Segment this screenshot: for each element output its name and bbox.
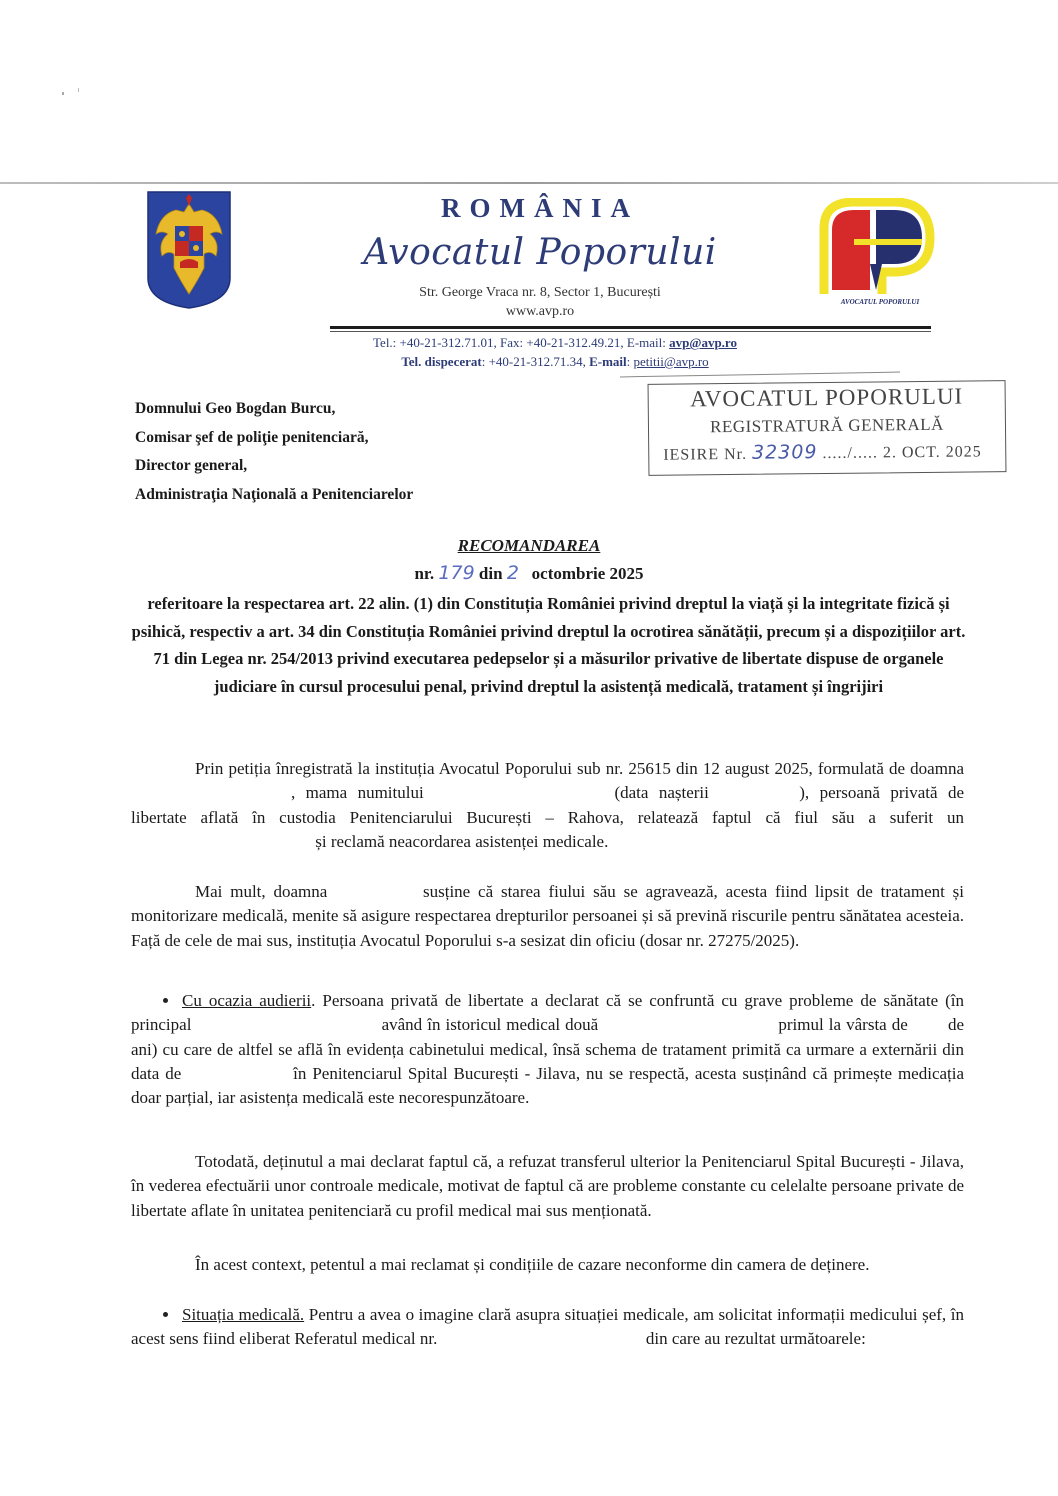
stamp-registry: REGISTRATURĂ GENERALĂ (709, 414, 944, 437)
dispatch-phone: : +40-21-312.71.34, (481, 354, 590, 369)
country-title: ROMÂNIA (441, 193, 639, 223)
bullet-icon (163, 998, 168, 1003)
stamp-date: 2. OCT. 2025 (882, 443, 982, 462)
din-label: din (478, 564, 503, 583)
text-segment: Pentru a avea o imagine clară asupra situației medicale, am solicitat informații medicului șef, în acest sens fiind eliberat Referatul medical nr. (131, 1305, 964, 1349)
bullet-heading: Cu ocazia audierii (182, 991, 312, 1010)
text-segment: și reclamă neacordarea asistenței medicale. (315, 831, 609, 851)
addressee-rank: Comisar şef de poliţie penitenciară, (135, 428, 369, 446)
document-title: RECOMANDAREA (457, 536, 601, 555)
addressee-position: Director general, (135, 457, 248, 474)
paragraph-transfer-refusal: Totodată, deținutul a mai declarat faptul că, a refuzat transferul ulterior la Penitenciarul Spital București - Jilava, în vederea efectuării unor controale medicale, motivat de faptul că are probleme constante cu celelalte persoane private de libertate aflate în unitatea penitenciară cu profil medical mai sus menționată. (131, 1152, 964, 1220)
romania-coat-of-arms-icon (146, 190, 232, 310)
stamp-institution: AVOCATUL POPORULUI (690, 383, 964, 412)
scan-speck (78, 88, 79, 92)
institution-name: Avocatul Poporului (363, 232, 717, 273)
bullet-heading: Situația medicală. (182, 1305, 305, 1324)
institution-address: Str. George Vraca nr. 8, Sector 1, București (419, 285, 661, 300)
contact-line-2 (230, 354, 880, 370)
addressee-name: Domnului Geo Bogdan Burcu, (135, 400, 336, 417)
text-segment: . Persoana privată de libertate a declarat că se confruntă cu grave probleme de sănătate (în principal (131, 991, 964, 1035)
text-segment: Mai mult, doamna (195, 882, 328, 901)
document-subject: referitoare la respectarea art. 22 alin. (1) din Constituția României privind dreptul la viață și la integritate fizică și psihică, respectiv a art. 34 din Constituția României privind dreptul la ocrotirea sănătății, precum și a dispozițiilor art. 71 din Legea nr. 254/2013 privind executarea pedepselor și a măsurilor privative de libertate dispuse de organele judiciare în cursul procesului penal, privind dreptul la asistență medicală, tratament și îngrijiri (131, 594, 966, 696)
bullet-icon (163, 1312, 168, 1317)
header-divider (330, 326, 931, 329)
document-month-year: octombrie 2025 (531, 564, 644, 583)
stamp-exit-line: IESIRE Nr. 32309 ...../..... 2. OCT. 2025 (663, 441, 982, 464)
institution-website[interactable]: www.avp.ro (505, 304, 575, 319)
paragraph-detention-conditions: În acest context, petentul a mai reclamat și condițiile de cazare neconforme din camera de deținere. (195, 1255, 870, 1274)
stamp-exit-label: IESIRE Nr. (663, 445, 748, 464)
logo-caption: AVOCATUL POPORULUI (840, 298, 920, 306)
dispatch-label: Tel. dispecerat (401, 354, 482, 369)
text-segment: Prin petiția înregistrată la instituția Avocatul Poporului sub nr. 25615 din 12 august 2025, formulată de doamna (195, 759, 964, 778)
petitions-email-label: E-mail (589, 354, 627, 369)
stamp-separator: / (847, 444, 854, 462)
text-segment: , mama numitului (291, 783, 424, 803)
document-day: 2 (506, 562, 519, 584)
scan-line (620, 372, 900, 378)
contact-line-1 (230, 335, 880, 351)
text-segment: din care au rezultat următoarele: (645, 1329, 866, 1349)
separator: : (626, 354, 634, 369)
text-segment: având în istoricul medical două (381, 1015, 599, 1035)
text-segment: ), persoană privată de libertate aflată în custodia Penitenciarului București – Rahova, relatează faptul că fiul său a suferit un (131, 783, 965, 827)
text-segment: (data nașterii (614, 783, 709, 803)
scan-edge-line (0, 182, 1058, 184)
addressee-block (135, 395, 413, 509)
document-number: 179 (438, 562, 475, 584)
text-segment: primul la vârsta de (778, 1015, 908, 1035)
avocatul-poporului-logo (810, 198, 940, 308)
document-number-line (0, 562, 1058, 584)
scan-speck (62, 92, 64, 95)
addressee-institution: Administraţia Naţională a Penitenciarelor (135, 485, 414, 503)
text-segment: în Penitenciarul Spital București - Jilava, nu se respectă, acesta susținând că primește medicația doar parțial, iar asistența medicală este necorespunzătoare. (131, 1063, 965, 1108)
contact-phone-fax: Tel.: +40-21-312.71.01, Fax: +40-21-312.49.21, E-mail: (373, 335, 670, 350)
bullet-medical-situation (131, 1303, 964, 1352)
petitions-email-link[interactable]: petitii@avp.ro (633, 354, 709, 369)
paragraph-petition (131, 757, 964, 854)
bullet-hearing (131, 989, 964, 1110)
paragraph-aggravation (131, 880, 964, 953)
text-segment: susține că starea fiului său se agravează, acesta fiind lipsit de tratament și monitorizare medicală, menite să asigure respectarea drepturilor persoanei și să prevină riscurile pentru sănătatea acesteia. Față de cele de mai sus, instituția Avocatul Poporului s-a sesizat din oficiu (dosar nr. 27275/2025). (131, 882, 965, 950)
header-divider-thin (330, 331, 931, 332)
registry-stamp (648, 380, 1007, 476)
stamp-exit-number: 32309 (751, 441, 818, 464)
nr-label: nr. (414, 564, 435, 583)
text-segment: de ani) cu care de altfel se află în evidența cabinetului medical, însă schema de tratament primită ca urmare a externării din data de (131, 1015, 965, 1083)
contact-email-link[interactable]: avp@avp.ro (669, 335, 737, 350)
